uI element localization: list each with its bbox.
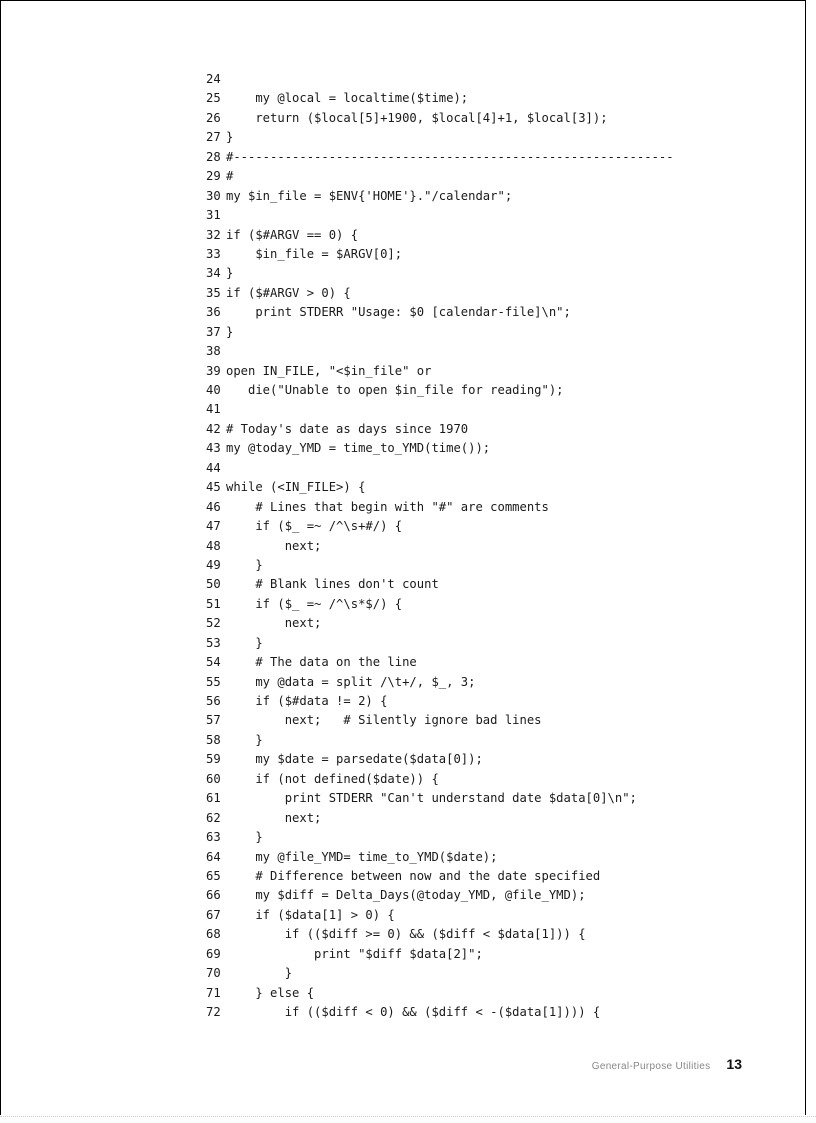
line-number: 28 — [206, 149, 221, 164]
line-number: 58 — [206, 732, 221, 747]
code-line — [206, 925, 726, 944]
code-text: while (<IN_FILE>) { — [226, 480, 366, 495]
code-text: if ($#data != 2) { — [226, 694, 388, 708]
code-text: next; — [226, 538, 322, 553]
code-text: if ($data[1] > 0) { — [226, 907, 395, 922]
code-line — [206, 148, 726, 167]
code-text: if ($_ =~ /^\s*$/) { — [226, 596, 403, 611]
page-footer — [592, 1056, 742, 1072]
line-number: 39 — [206, 363, 221, 378]
code-text: my @data = split /\t+/, $_, 3; — [226, 674, 476, 689]
code-line — [206, 498, 726, 517]
code-line — [206, 187, 726, 206]
line-number: 65 — [206, 868, 221, 883]
code-text: open IN_FILE, "<$in_file" or — [226, 363, 432, 378]
code-line — [206, 906, 726, 925]
line-number: 64 — [206, 849, 221, 864]
code-line — [206, 128, 726, 147]
code-text: } — [226, 966, 293, 981]
code-text: } else { — [226, 985, 315, 1000]
line-number: 48 — [206, 538, 221, 553]
code-line — [206, 342, 726, 361]
line-number: 27 — [206, 130, 221, 145]
code-text: print "$diff $data[2]"; — [226, 946, 483, 961]
code-line — [206, 89, 726, 108]
code-line — [206, 381, 726, 400]
line-number: 59 — [206, 752, 221, 767]
code-line — [206, 459, 726, 478]
line-number: 25 — [206, 91, 221, 106]
code-text: return ($local[5]+1900, $local[4]+1, $local[3]); — [226, 110, 608, 125]
code-line — [206, 848, 726, 867]
code-line — [206, 673, 726, 692]
code-text: if (($diff < 0) && ($diff < -($data[1]))) { — [226, 1005, 601, 1019]
line-number: 35 — [206, 285, 221, 300]
line-number: 68 — [206, 927, 221, 942]
code-line — [206, 109, 726, 128]
line-number: 24 — [206, 72, 221, 86]
line-number: 29 — [206, 169, 221, 184]
line-number: 30 — [206, 188, 221, 203]
line-number: 44 — [206, 460, 221, 475]
code-line — [206, 984, 726, 1003]
code-line — [206, 537, 726, 556]
code-text: my @local = localtime($time); — [226, 91, 469, 106]
code-text: # The data on the line — [226, 655, 417, 670]
code-text: print STDERR "Usage: $0 [calendar-file]\n"; — [226, 305, 571, 320]
code-text: if (($diff >= 0) && ($diff < $data[1])) { — [226, 927, 586, 942]
code-line — [206, 362, 726, 381]
line-number: 26 — [206, 110, 221, 125]
code-text: } — [226, 830, 263, 845]
line-number: 67 — [206, 907, 221, 922]
code-text: } — [226, 557, 263, 572]
code-line — [206, 614, 726, 633]
line-number: 69 — [206, 946, 221, 961]
line-number: 72 — [206, 1005, 221, 1019]
line-number: 60 — [206, 771, 221, 786]
code-text: } — [226, 732, 263, 747]
line-number: 41 — [206, 402, 221, 417]
code-text: $in_file = $ARGV[0]; — [226, 246, 403, 261]
code-line — [206, 70, 726, 89]
code-line — [206, 945, 726, 964]
code-line — [206, 284, 726, 303]
line-number: 42 — [206, 421, 221, 436]
running-footer-title: General-Purpose Utilities — [591, 1061, 711, 1072]
code-text: die("Unable to open $in_file for reading"); — [226, 383, 564, 397]
code-text: } — [226, 266, 234, 281]
code-text: # — [226, 169, 234, 184]
line-number: 38 — [206, 344, 221, 359]
code-line — [206, 556, 726, 575]
code-listing — [206, 70, 726, 1022]
code-text: next; # Silently ignore bad lines — [226, 713, 542, 728]
code-line — [206, 750, 726, 769]
line-number: 32 — [206, 227, 221, 242]
code-line — [206, 828, 726, 847]
line-number: 37 — [206, 324, 221, 339]
line-number: 49 — [206, 557, 221, 572]
line-number: 43 — [206, 441, 221, 456]
line-number: 47 — [206, 519, 221, 534]
code-text: next; — [226, 616, 322, 631]
code-text: #------------------------------------------------------------ — [226, 149, 674, 164]
code-text: if ($#ARGV == 0) { — [226, 227, 359, 242]
code-line — [206, 634, 726, 653]
line-number: 33 — [206, 246, 221, 261]
code-line — [206, 264, 726, 283]
code-text: # Today's date as days since 1970 — [226, 421, 469, 436]
code-text: my @today_YMD = time_to_YMD(time()); — [226, 441, 491, 456]
code-line — [206, 867, 726, 886]
code-text: my $diff = Delta_Days(@today_YMD, @file_YMD); — [226, 888, 586, 903]
line-number: 50 — [206, 577, 221, 592]
code-line — [206, 653, 726, 672]
code-line — [206, 226, 726, 245]
code-line — [206, 711, 726, 730]
code-line — [206, 809, 726, 828]
code-text: } — [226, 324, 234, 339]
code-text: # Blank lines don't count — [226, 577, 439, 592]
code-text: # Lines that begin with "#" are comments — [226, 499, 549, 514]
code-line — [206, 420, 726, 439]
line-number: 31 — [206, 208, 221, 223]
line-number: 70 — [206, 966, 221, 981]
code-line — [206, 303, 726, 322]
code-line — [206, 517, 726, 536]
code-line — [206, 770, 726, 789]
code-line — [206, 400, 726, 419]
code-line — [206, 595, 726, 614]
line-number: 45 — [206, 480, 221, 495]
line-number: 71 — [206, 985, 221, 1000]
line-number: 62 — [206, 810, 221, 825]
code-text: } — [226, 635, 263, 650]
code-text: my $in_file = $ENV{'HOME'}."/calendar"; — [226, 188, 513, 203]
code-line — [206, 1003, 726, 1022]
code-line — [206, 439, 726, 458]
line-number: 63 — [206, 830, 221, 845]
line-number: 61 — [206, 791, 221, 806]
code-line — [206, 964, 726, 983]
line-number: 54 — [206, 655, 221, 670]
code-line — [206, 789, 726, 808]
code-text: my @file_YMD= time_to_YMD($date); — [226, 849, 498, 864]
code-line — [206, 478, 726, 497]
code-text: if ($_ =~ /^\s+#/) { — [226, 519, 403, 534]
code-text: # Difference between now and the date specified — [226, 868, 601, 883]
line-number: 46 — [206, 499, 221, 514]
code-text: next; — [226, 810, 322, 825]
code-line — [206, 206, 726, 225]
line-number: 34 — [206, 266, 221, 281]
line-number: 53 — [206, 635, 221, 650]
line-number: 55 — [206, 674, 221, 689]
code-text: my $date = parsedate($data[0]); — [226, 752, 483, 767]
line-number: 66 — [206, 888, 221, 903]
code-line — [206, 323, 726, 342]
line-number: 57 — [206, 713, 221, 728]
page-bottom-edge — [0, 1116, 816, 1117]
code-text: print STDERR "Can't understand date $data[0]\n"; — [226, 791, 637, 806]
code-line — [206, 886, 726, 905]
line-number: 36 — [206, 305, 221, 320]
line-number: 40 — [206, 383, 221, 397]
code-line — [206, 731, 726, 750]
code-line — [206, 692, 726, 711]
page-number: 13 — [726, 1056, 742, 1072]
code-line — [206, 245, 726, 264]
code-text: if (not defined($date)) { — [226, 771, 439, 786]
line-number: 52 — [206, 616, 221, 631]
code-line — [206, 575, 726, 594]
code-line — [206, 167, 726, 186]
line-number: 51 — [206, 596, 221, 611]
line-number: 56 — [206, 694, 221, 708]
code-text: } — [226, 130, 234, 145]
code-text: if ($#ARGV > 0) { — [226, 285, 351, 300]
